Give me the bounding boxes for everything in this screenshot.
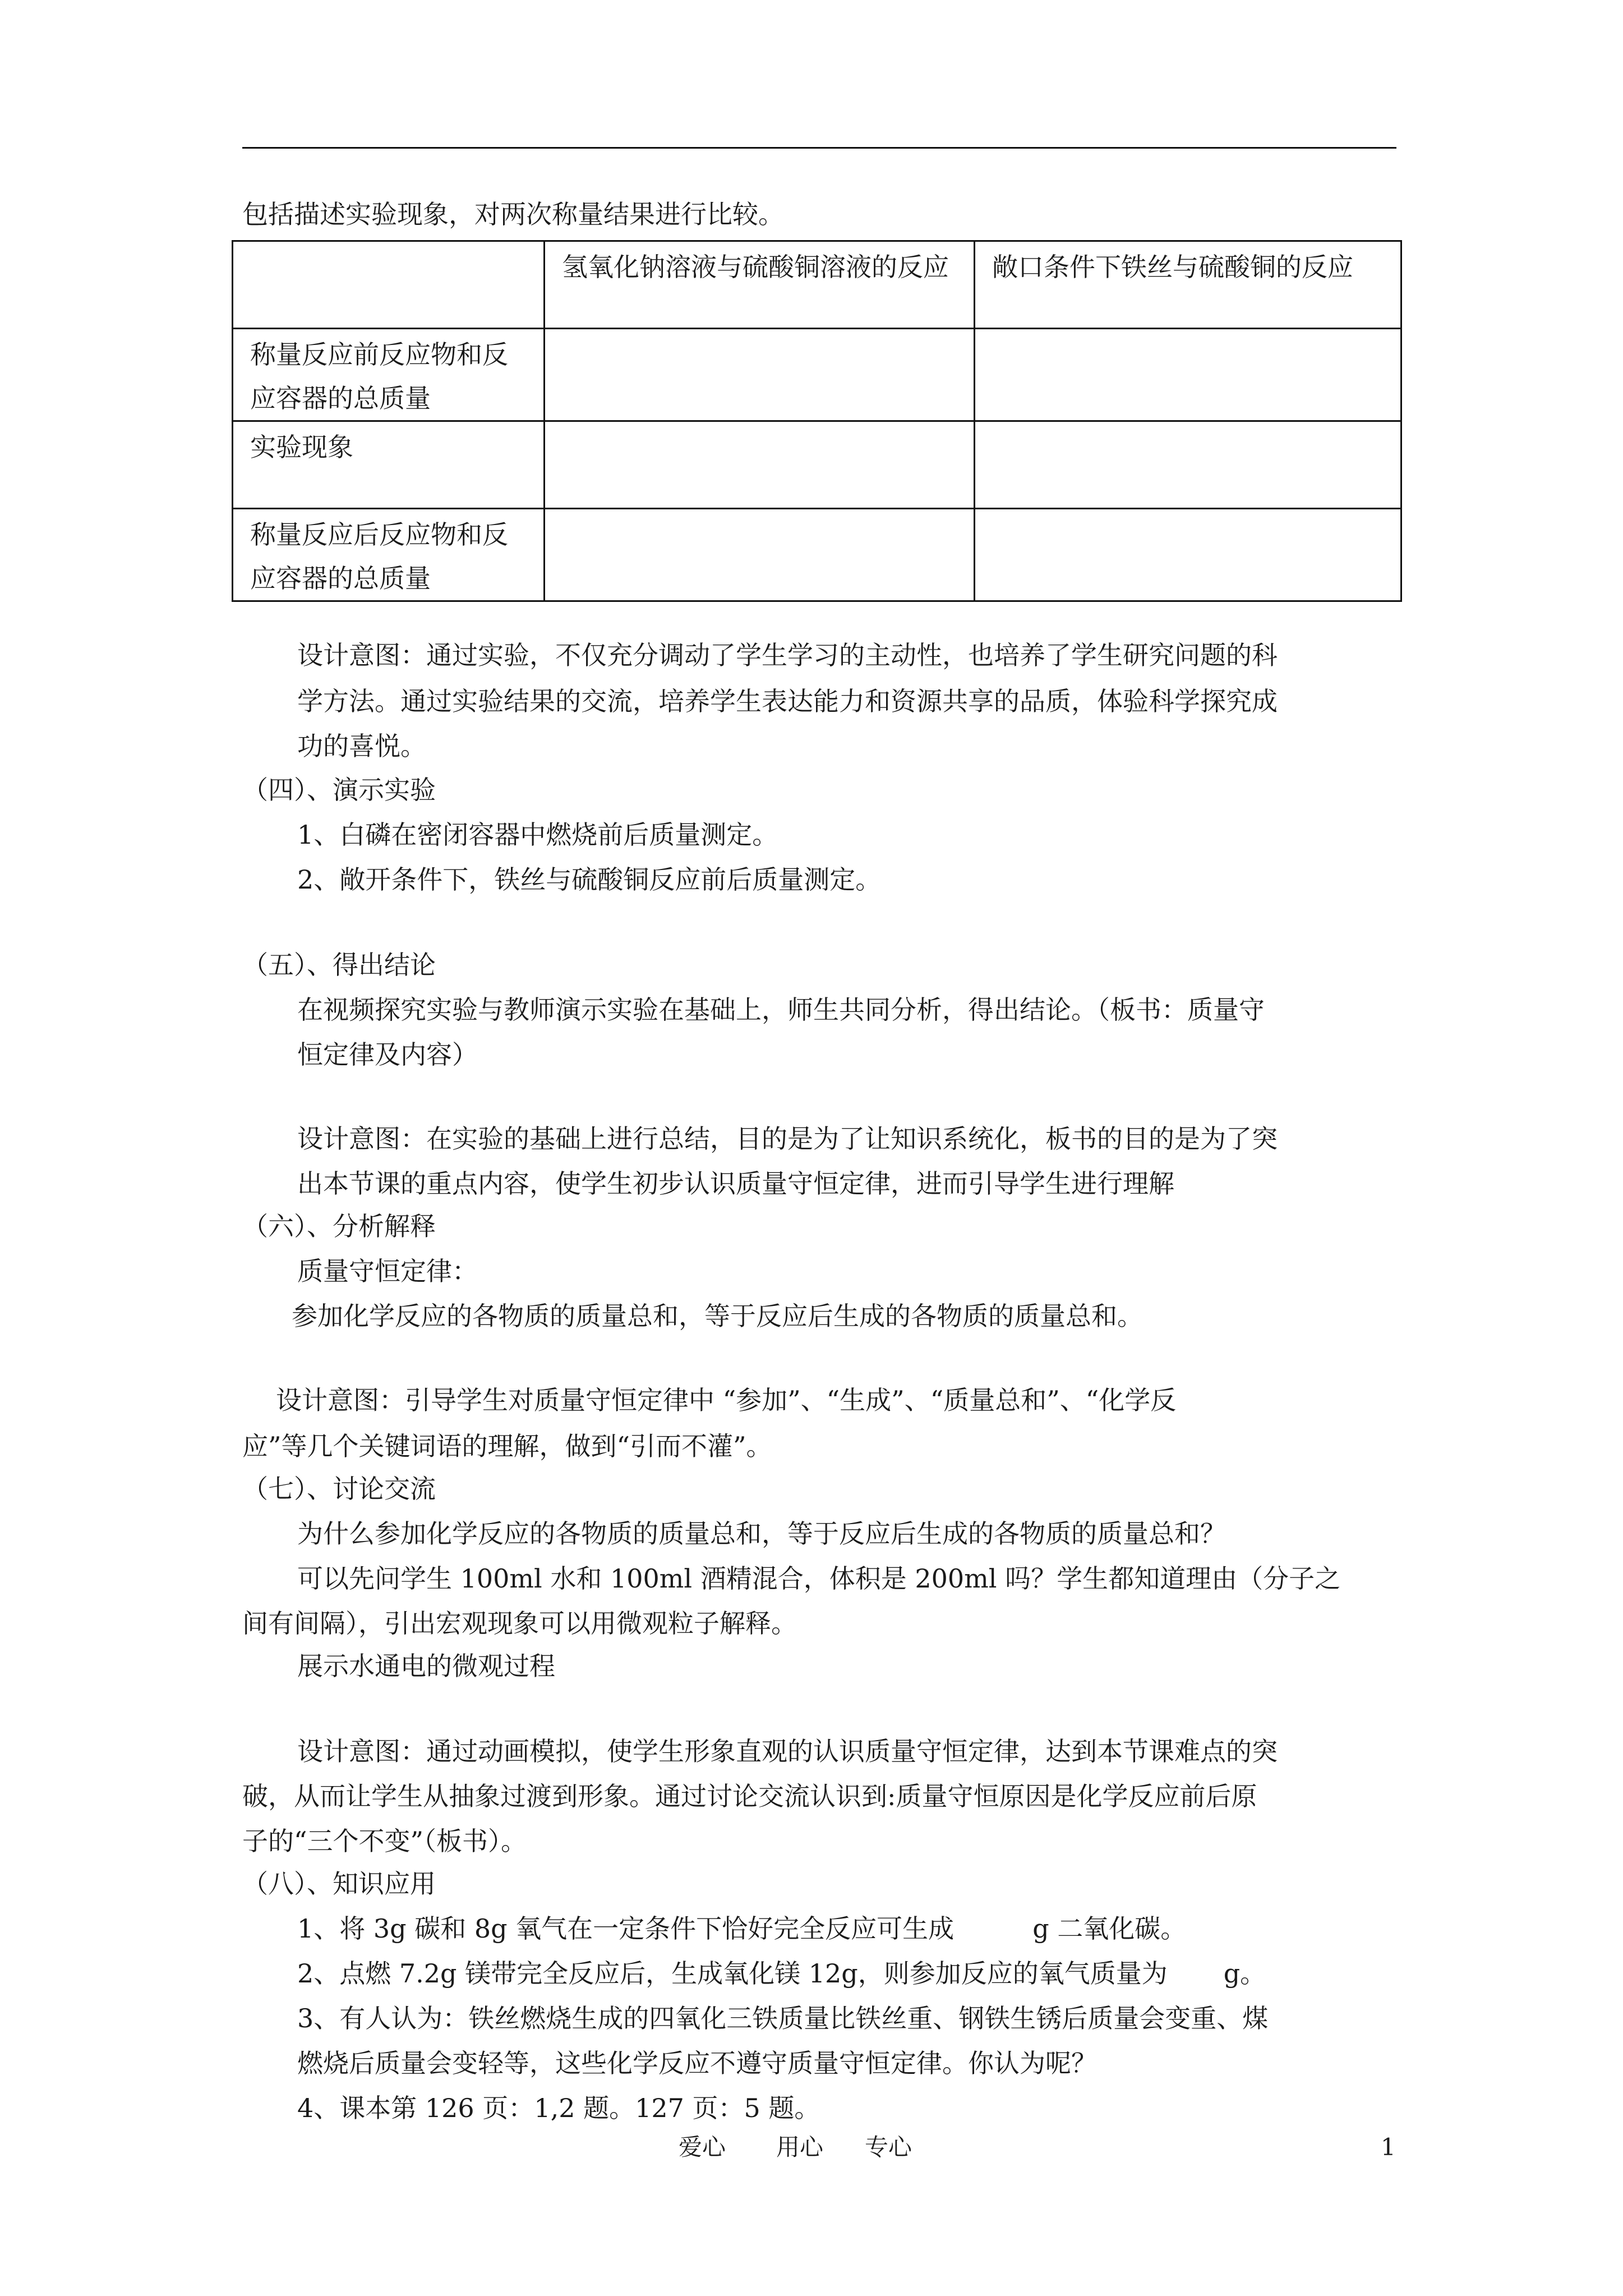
design1-line: 设计意图：通过实验，不仅充分调动了学生学习的主动性，也培养了学生研究问题的科 (297, 640, 1278, 670)
table-header-cell: 敞口条件下铁丝与硫酸铜的反应 (975, 241, 1401, 329)
section7-paragraph: 展示水通电的微观过程 (297, 1651, 555, 1681)
footer-slogan: 爱心 (679, 2133, 726, 2161)
design4-line: 设计意图：通过动画模拟，使学生形象直观的认识质量守恒定律，达到本节课难点的突 (297, 1736, 1278, 1766)
footer-slogan: 专心 (865, 2133, 912, 2161)
list-item: 1、白磷在密闭容器中燃烧前后质量测定。 (297, 820, 778, 850)
design2-line: 出本节课的重点内容，使学生初步认识质量守恒定律，进而引导学生进行理解 (297, 1168, 1174, 1199)
list-item (297, 1911, 1186, 1947)
list-item-text: g 二氧化碳。 (1032, 1913, 1187, 1944)
list-item (297, 1955, 1266, 1991)
law-title: 质量守恒定律： (297, 1256, 478, 1286)
section7-paragraph: 可以先问学生 100ml 水和 100ml 酒精混合，体积是 200ml 吗？学生都知道理由（分子之 (297, 1563, 1341, 1594)
table-row-label: 称量反应前反应物和反应容器的总质量 (233, 329, 545, 421)
table-row (233, 329, 1401, 421)
table-header-row (233, 241, 1401, 329)
table-header-cell: 氢氧化钠溶液与硫酸铜溶液的反应 (545, 241, 975, 329)
footer-slogan: 用心 (776, 2133, 824, 2161)
list-item-text: 2、点燃 7.2g 镁带完全反应后，生成氧化镁 12g，则参加反应的氧气质量为 (297, 1958, 1168, 1989)
list-item: 2、敞开条件下，铁丝与硫酸铜反应前后质量测定。 (297, 864, 882, 895)
design1-line: 学方法。通过实验结果的交流，培养学生表达能力和资源共享的品质，体验科学探究成 (297, 686, 1278, 716)
section8-title: （八）、知识应用 (242, 1869, 436, 1899)
design4-line: 破，从而让学生从抽象过渡到形象。通过讨论交流认识到:质量守恒原因是化学反应前后原 (242, 1781, 1257, 1811)
table-cell (545, 509, 975, 601)
table-row-label: 称量反应后反应物和反应容器的总质量 (233, 509, 545, 601)
page-number: 1 (1381, 2133, 1396, 2161)
design4-line: 子的“三个不变”（板书）。 (242, 1826, 527, 1856)
comparison-table (232, 240, 1402, 602)
table-cell (975, 329, 1401, 421)
design3-line: 应”等几个关键词语的理解，做到“引而不灌”。 (242, 1431, 772, 1461)
section7-paragraph: 间有间隔），引出宏观现象可以用微观粒子解释。 (242, 1608, 797, 1639)
table-row (233, 509, 1401, 601)
header-rule (242, 147, 1396, 149)
law-statement: 参加化学反应的各物质的质量总和，等于反应后生成的各物质的质量总和。 (292, 1301, 1143, 1331)
table-cell (545, 421, 975, 509)
section5-line: 在视频探究实验与教师演示实验在基础上，师生共同分析，得出结论。（板书：质量守 (297, 995, 1265, 1025)
list-item-text: g。 (1223, 1958, 1266, 1989)
section4-title: （四）、演示实验 (242, 775, 436, 805)
section5-line: 恒定律及内容） (297, 1039, 478, 1070)
design1-line: 功的喜悦。 (297, 731, 426, 761)
list-item: 3、有人认为：铁丝燃烧生成的四氧化三铁质量比铁丝重、钢铁生锈后质量会变重、煤 (297, 2003, 1269, 2033)
table-cell (975, 421, 1401, 509)
list-item: 燃烧后质量会变轻等，这些化学反应不遵守质量守恒定律。你认为呢？ (297, 2048, 1097, 2078)
table-header-cell (233, 241, 545, 329)
design3-line: 设计意图：引导学生对质量守恒定律中 “参加”、“生成”、“质量总和”、“化学反 (276, 1385, 1177, 1415)
table-row-label: 实验现象 (233, 421, 545, 509)
table-row (233, 421, 1401, 509)
table-cell (975, 509, 1401, 601)
section7-question: 为什么参加化学反应的各物质的质量总和，等于反应后生成的各物质的质量总和？ (297, 1519, 1226, 1549)
table-cell (545, 329, 975, 421)
section5-title: （五）、得出结论 (242, 950, 436, 980)
section7-title: （七）、讨论交流 (242, 1474, 436, 1504)
list-item-text: 1、将 3g 碳和 8g 氧气在一定条件下恰好完全反应可生成 (297, 1913, 955, 1944)
section6-title: （六）、分析解释 (242, 1211, 436, 1241)
list-item: 4、课本第 126 页：1,2 题。127 页：5 题。 (297, 2093, 820, 2123)
intro-text: 包括描述实验现象，对两次称量结果进行比较。 (242, 199, 784, 229)
design2-line: 设计意图：在实验的基础上进行总结，目的是为了让知识系统化，板书的目的是为了突 (297, 1124, 1278, 1154)
